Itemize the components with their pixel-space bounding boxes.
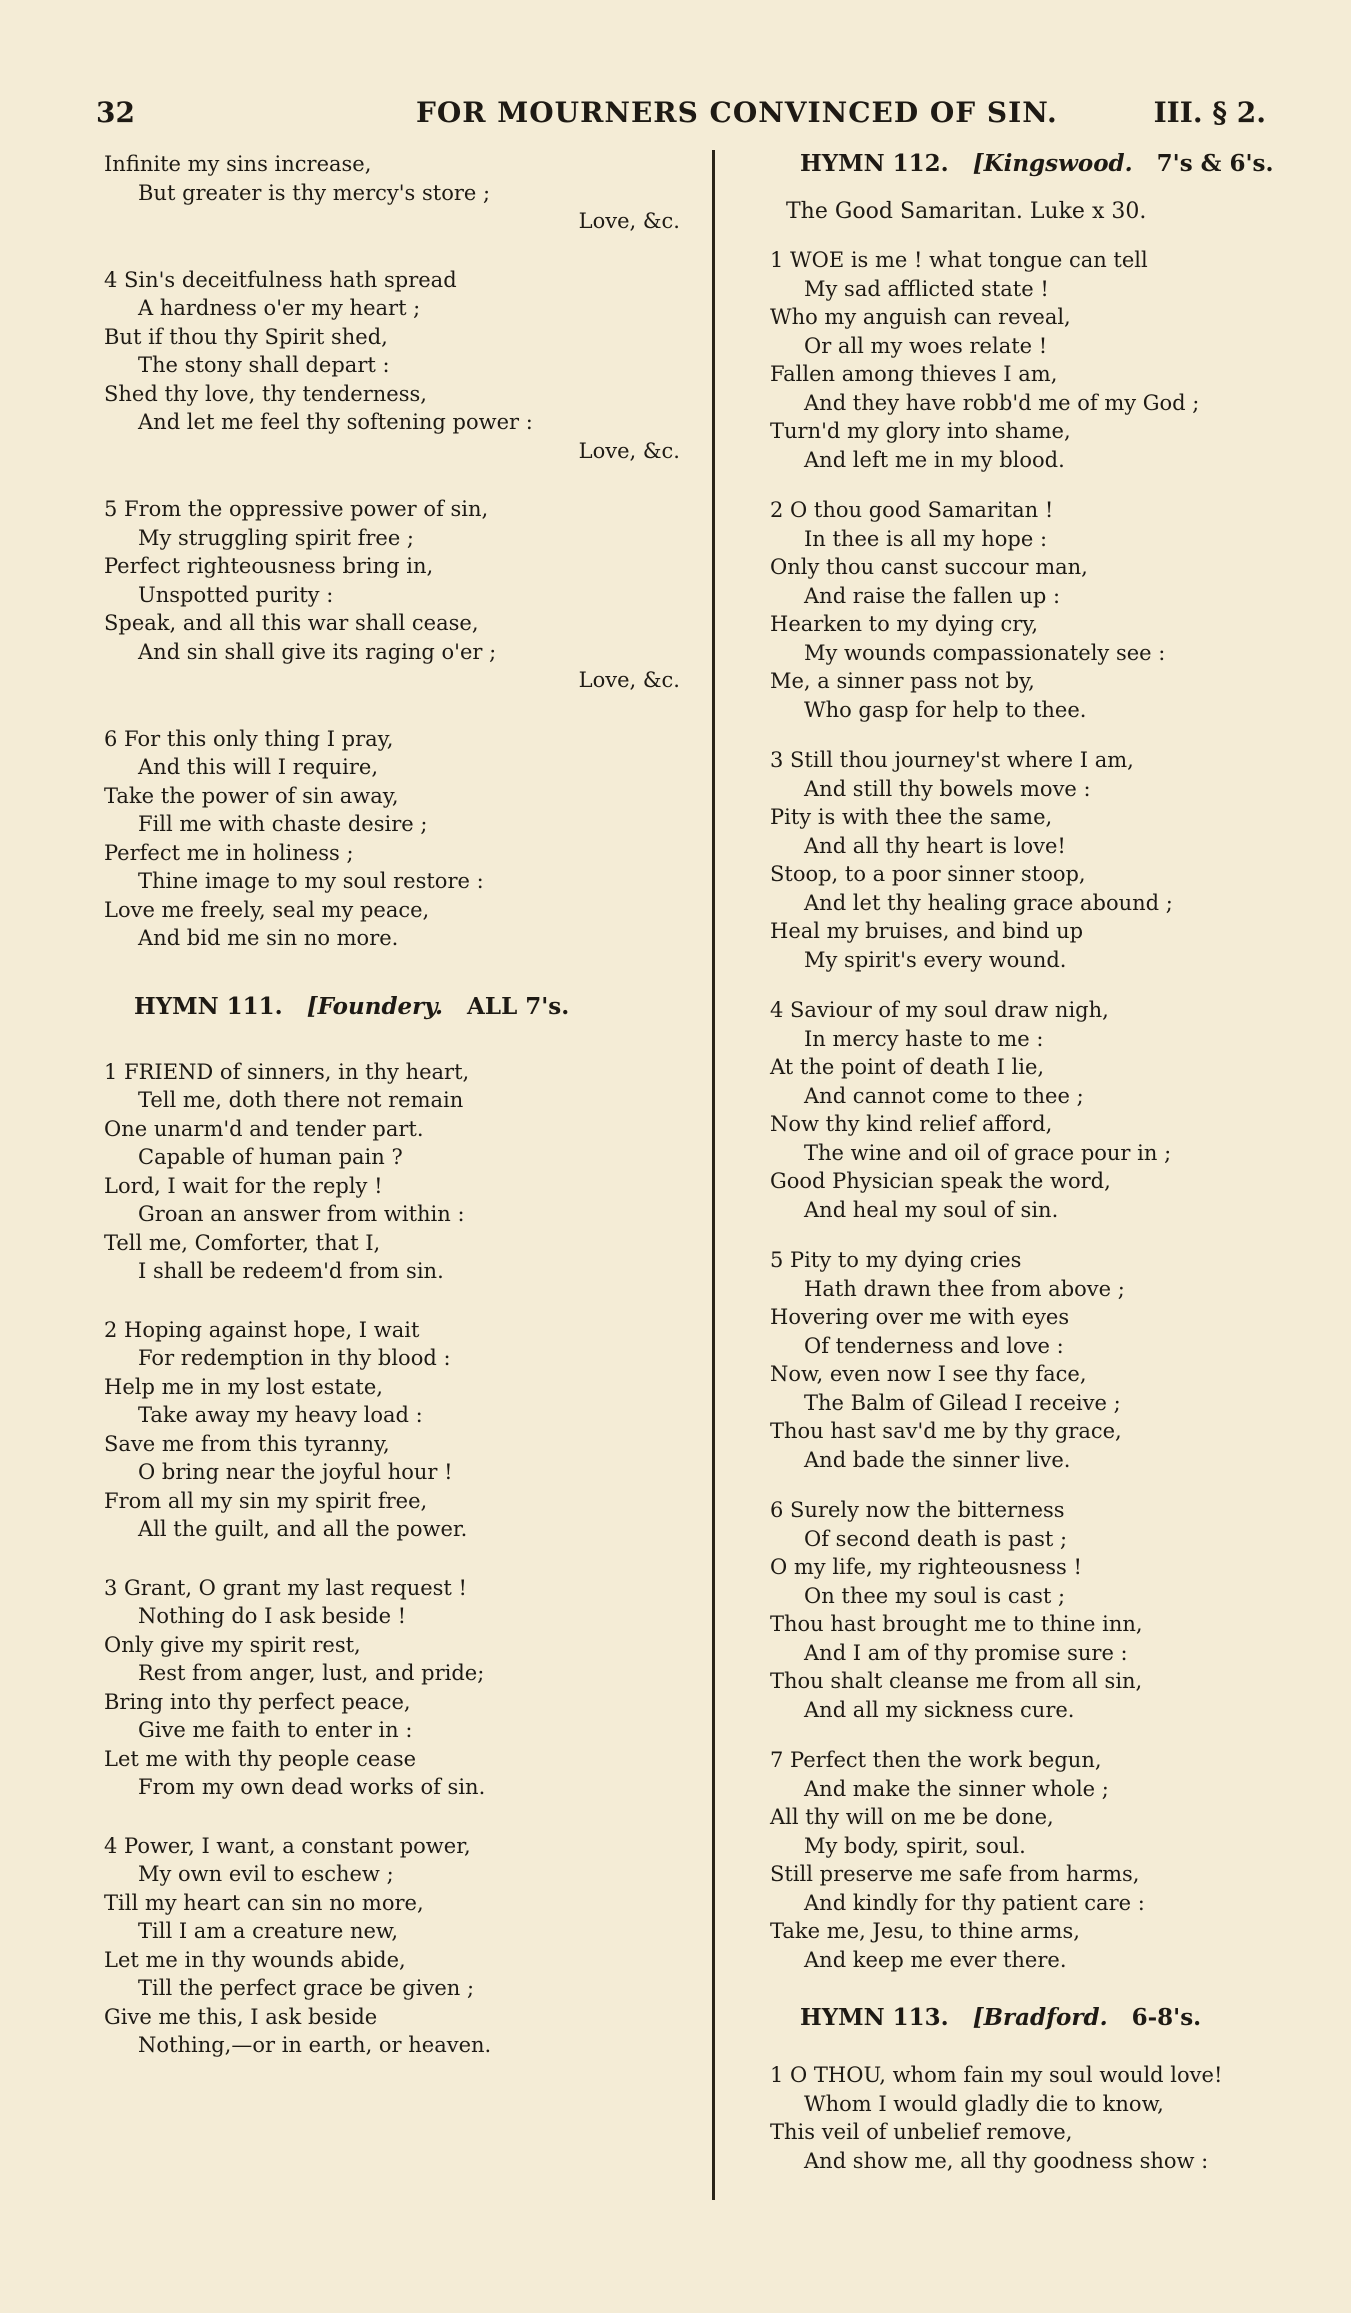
verse-line: For redemption in thy blood : xyxy=(138,1346,451,1370)
verse-line: The wine and oil of grace pour in ; xyxy=(804,1140,1172,1165)
verse-line: My spirit's every wound. xyxy=(804,947,1067,972)
verse-line: Fill me with chaste desire ; xyxy=(138,812,428,836)
verse-line: And bid me sin no more. xyxy=(138,926,399,950)
verse-line: Give me this, I ask beside xyxy=(104,2004,378,2029)
verse-line: At the point of death I lie, xyxy=(770,1055,1045,1079)
verse-line: My own evil to eschew ; xyxy=(138,1862,394,1886)
verse-line: Who my anguish can reveal, xyxy=(770,305,1071,329)
verse-line: Pity is with thee the same, xyxy=(770,805,1053,829)
hymn-112-stanza-5 xyxy=(770,1246,1330,1474)
column-divider xyxy=(712,150,715,2200)
left-column xyxy=(104,150,684,2090)
verse-line: Perfect righteousness bring in, xyxy=(104,554,434,578)
hymn-112-heading xyxy=(800,150,1330,177)
verse-line: All thy will on me be done, xyxy=(770,1805,1054,1829)
verse-line: My wounds compassionately see : xyxy=(804,640,1166,665)
verse-line: Hath drawn thee from above ; xyxy=(804,1276,1125,1301)
verse-line: And heal my soul of sin. xyxy=(804,1197,1059,1222)
verse-line: Heal my bruises, and bind up xyxy=(770,919,1084,943)
hymn-113-stanza-1 xyxy=(770,2061,1330,2175)
verse-line: And kindly for thy patient care : xyxy=(804,1890,1145,1915)
verse-line: Thou hast brought me to thine inn, xyxy=(770,1612,1143,1636)
hymn-number: HYMN 113. xyxy=(800,2004,949,2031)
verse-line: Thou shalt cleanse me from all sin, xyxy=(770,1669,1143,1693)
stanza-continued xyxy=(104,150,684,236)
tune-name: [Foundery. xyxy=(306,992,444,1020)
verse-line: Till my heart can sin no more, xyxy=(104,1890,424,1915)
verse-line: Infinite my sins increase, xyxy=(104,152,372,176)
refrain-cue: Love, &c. xyxy=(578,438,680,463)
verse-line: On thee my soul is cast ; xyxy=(804,1583,1066,1608)
verse-line: And sin shall give its raging o'er ; xyxy=(138,639,497,664)
verse-line: 3 Still thou journey'st where I am, xyxy=(770,748,1134,772)
hymn-number: HYMN 112. xyxy=(800,150,949,177)
stanza-5 xyxy=(104,495,684,695)
verse-line: O my life, my righteousness ! xyxy=(770,1555,1082,1579)
verse-line: 1 FRIEND of sinners, in thy heart, xyxy=(104,1059,470,1084)
verse-line: Help me in my lost estate, xyxy=(104,1374,383,1399)
verse-line: Till I am a creature new, xyxy=(138,1919,399,1943)
verse-line: Capable of human pain ? xyxy=(138,1145,403,1169)
verse-line: Groan an answer from within : xyxy=(138,1202,465,1226)
verse-line: 5 Pity to my dying cries xyxy=(770,1248,1022,1272)
verse-line: Lord, I wait for the reply ! xyxy=(104,1173,383,1198)
verse-line: My sad afflicted state ! xyxy=(804,276,1049,301)
verse-line: And left me in my blood. xyxy=(804,447,1065,472)
hymn-112-subtitle: The Good Samaritan. Luke x 30. xyxy=(786,199,1147,224)
verse-line: My body, spirit, soul. xyxy=(804,1833,1026,1858)
verse-line: 6 For this only thing I pray, xyxy=(104,726,394,751)
verse-line: And all my sickness cure. xyxy=(804,1697,1075,1722)
verse-line: This veil of unbelief remove, xyxy=(770,2120,1073,2144)
verse-line: But if thou thy Spirit shed, xyxy=(104,324,388,349)
verse-line: 1 WOE is me ! what tongue can tell xyxy=(770,248,1148,272)
stanza-4 xyxy=(104,266,684,466)
verse-line: And cannot come to thee ; xyxy=(804,1083,1084,1108)
hymn-112-stanza-2 xyxy=(770,496,1330,724)
verse-line: Till the perfect grace be given ; xyxy=(138,1976,475,2000)
verse-line: 6 Surely now the bitterness xyxy=(770,1498,1065,1522)
verse-line: Thou hast sav'd me by thy grace, xyxy=(770,1419,1122,1443)
verse-line: Save me from this tyranny, xyxy=(104,1431,390,1456)
page-number: 32 xyxy=(96,96,135,129)
verse-line: Nothing,—or in earth, or heaven. xyxy=(138,2033,492,2057)
verse-line: From my own dead works of sin. xyxy=(138,1775,486,1799)
verse-line: Only thou canst succour man, xyxy=(770,555,1088,579)
verse-line: 4 Saviour of my soul draw nigh, xyxy=(770,998,1109,1022)
verse-line: And let thy healing grace abound ; xyxy=(804,890,1173,915)
verse-line: Of tenderness and love : xyxy=(804,1333,1064,1358)
verse-line: My struggling spirit free ; xyxy=(138,525,415,550)
tune-name: [Kingswood. xyxy=(972,150,1133,177)
verse-line: Tell me, Comforter, that I, xyxy=(104,1230,381,1255)
verse-line: 3 Grant, O grant my last request ! xyxy=(104,1575,467,1600)
verse-line: The stony shall depart : xyxy=(138,353,390,377)
verse-line: And they have robb'd me of my God ; xyxy=(804,390,1200,415)
verse-line: But greater is thy mercy's store ; xyxy=(138,180,491,205)
page-title: FOR MOURNERS CONVINCED OF SIN. xyxy=(416,96,1058,129)
refrain-cue: Love, &c. xyxy=(578,209,680,233)
hymn-111-stanza-4 xyxy=(104,1832,684,2060)
hymn-113-heading xyxy=(800,2004,1330,2031)
hymn-112-stanza-4 xyxy=(770,996,1330,1224)
meter: 6-8's. xyxy=(1131,2004,1202,2031)
verse-line: Rest from anger, lust, and pride; xyxy=(138,1661,485,1685)
verse-line: I shall be redeem'd from sin. xyxy=(138,1259,444,1283)
verse-line: Fallen among thieves I am, xyxy=(770,362,1058,386)
verse-line: Still preserve me safe from harms, xyxy=(770,1862,1140,1886)
verse-line: Give me faith to enter in : xyxy=(138,1718,413,1742)
verse-line: From all my sin my spirit free, xyxy=(104,1488,428,1513)
hymn-number: HYMN 111. xyxy=(134,992,283,1020)
verse-line: 1 O THOU, whom fain my soul would love! xyxy=(770,2063,1223,2087)
verse-line: And all thy heart is love! xyxy=(804,833,1066,858)
verse-line: Me, a sinner pass not by, xyxy=(770,669,1035,693)
verse-line: Love me freely, seal my peace, xyxy=(104,897,430,922)
hymn-112-stanza-3 xyxy=(770,746,1330,974)
verse-line: Take me, Jesu, to thine arms, xyxy=(770,1919,1080,1943)
verse-line: Now thy kind relief afford, xyxy=(770,1112,1053,1136)
verse-line: 7 Perfect then the work begun, xyxy=(770,1748,1102,1772)
verse-line: Speak, and all this war shall cease, xyxy=(104,611,479,635)
verse-line: 4 Sin's deceitfulness hath spread xyxy=(104,267,457,292)
verse-line: Good Physician speak the word, xyxy=(770,1169,1111,1193)
verse-line: 2 Hoping against hope, I wait xyxy=(104,1317,420,1342)
verse-line: Now, even now I see thy face, xyxy=(770,1362,1087,1386)
verse-line: In mercy haste to me : xyxy=(804,1026,1044,1051)
verse-line: Of second death is past ; xyxy=(804,1526,1068,1551)
running-header xyxy=(96,96,1266,136)
verse-line: Hearken to my dying cry, xyxy=(770,612,1039,636)
verse-line: Turn'd my glory into shame, xyxy=(770,419,1071,443)
right-column xyxy=(770,150,1330,2205)
verse-line: Who gasp for help to thee. xyxy=(804,697,1087,722)
section-mark: III. § 2. xyxy=(1153,96,1266,129)
verse-line: Bring into thy perfect peace, xyxy=(104,1689,411,1714)
verse-line: Perfect me in holiness ; xyxy=(104,840,354,865)
verse-line: Thine image to my soul restore : xyxy=(138,869,484,893)
verse-line: Or all my woes relate ! xyxy=(804,333,1048,358)
hymn-111-stanza-1 xyxy=(104,1058,684,1286)
verse-line: Nothing do I ask beside ! xyxy=(138,1604,407,1628)
verse-line: O bring near the joyful hour ! xyxy=(138,1460,453,1484)
verse-line: 4 Power, I want, a constant power, xyxy=(104,1833,471,1858)
verse-line: Let me with thy people cease xyxy=(104,1746,417,1771)
verse-line: One unarm'd and tender part. xyxy=(104,1116,424,1141)
verse-line: Unspotted purity : xyxy=(138,582,334,607)
refrain-cue: Love, &c. xyxy=(578,668,680,692)
hymn-112-stanza-7 xyxy=(770,1746,1330,1974)
verse-line: The Balm of Gilead I receive ; xyxy=(804,1390,1121,1415)
verse-line: In thee is all my hope : xyxy=(804,526,1048,551)
stanza-6 xyxy=(104,725,684,953)
verse-line: Stoop, to a poor sinner stoop, xyxy=(770,862,1086,886)
hymn-111-stanza-3 xyxy=(104,1574,684,1802)
verse-line: Let me in thy wounds abide, xyxy=(104,1947,406,1972)
verse-line: 5 From the oppressive power of sin, xyxy=(104,497,489,521)
verse-line: And this will I require, xyxy=(138,755,379,779)
hymn-112-stanza-1 xyxy=(770,246,1330,474)
verse-line: Whom I would gladly die to know, xyxy=(804,2091,1164,2116)
verse-line: And make the sinner whole ; xyxy=(804,1776,1109,1801)
verse-line: And I am of thy promise sure : xyxy=(804,1640,1128,1665)
verse-line: And raise the fallen up : xyxy=(804,583,1061,608)
verse-line: Shed thy love, thy tenderness, xyxy=(104,381,427,406)
verse-line: All the guilt, and all the power. xyxy=(138,1517,468,1541)
verse-line: And bade the sinner live. xyxy=(804,1447,1071,1472)
meter: 7's & 6's. xyxy=(1156,150,1274,177)
verse-line: Tell me, doth there not remain xyxy=(138,1088,464,1112)
verse-line: Take the power of sin away, xyxy=(104,783,399,808)
verse-line: 2 O thou good Samaritan ! xyxy=(770,498,1054,522)
verse-line: A hardness o'er my heart ; xyxy=(138,296,421,320)
tune-name: [Bradford. xyxy=(972,2004,1108,2031)
verse-line: Take away my heavy load : xyxy=(138,1403,423,1427)
meter: ALL 7's. xyxy=(467,992,570,1020)
verse-line: And let me feel thy softening power : xyxy=(138,410,533,434)
verse-line: Only give my spirit rest, xyxy=(104,1632,361,1657)
hymn-112-stanza-6 xyxy=(770,1496,1330,1724)
verse-line: And still thy bowels move : xyxy=(804,776,1091,801)
hymn-111-stanza-2 xyxy=(104,1316,684,1544)
hymn-111-heading xyxy=(134,993,684,1020)
verse-line: And keep me ever there. xyxy=(804,1947,1067,1972)
verse-line: Hovering over me with eyes xyxy=(770,1305,1070,1329)
verse-line: And show me, all thy goodness show : xyxy=(804,2148,1209,2173)
